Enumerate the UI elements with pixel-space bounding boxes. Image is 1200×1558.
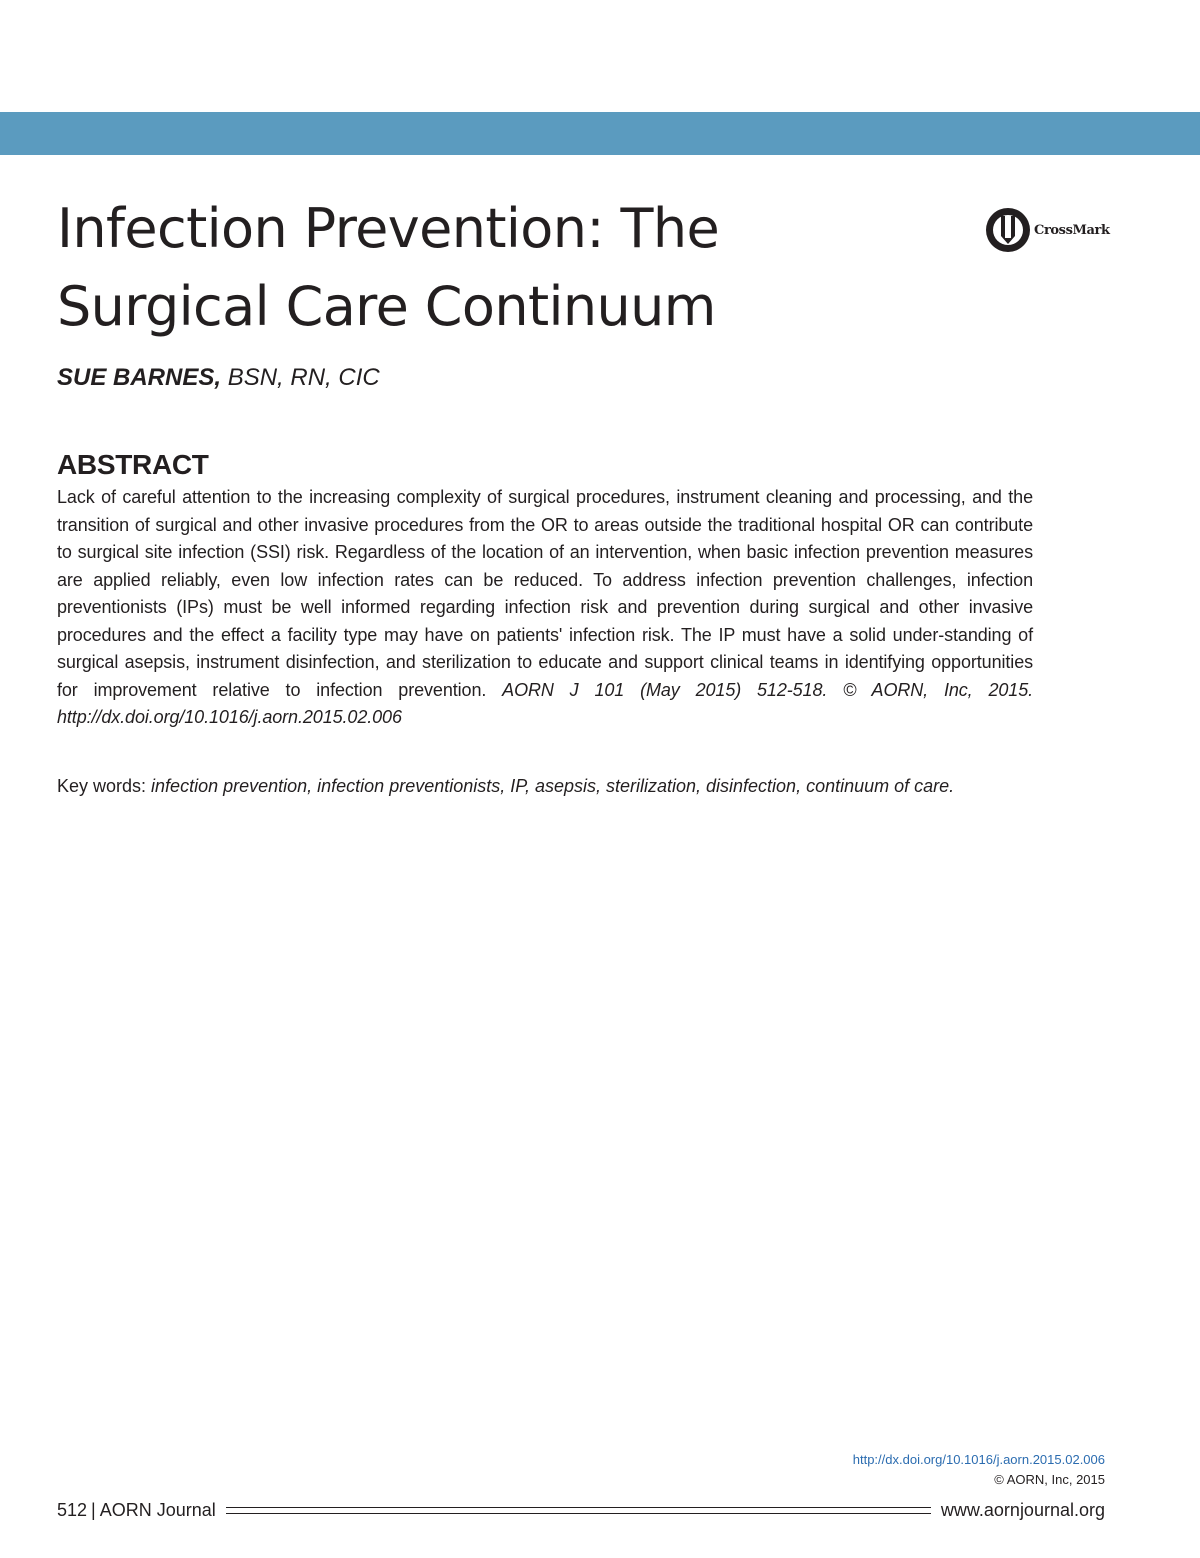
keywords-list: infection prevention, infection preventionists, IP, asepsis, sterilization, disinfection, continuum of care. [151,776,955,796]
journal-name: AORN Journal [99,1499,216,1520]
abstract-heading: ABSTRACT [57,449,209,480]
footer-page-info [57,1500,216,1521]
article-title-line-1: Infection Prevention: The [57,197,720,260]
footer-doi-link[interactable]: http://dx.doi.org/10.1016/j.aorn.2015.02.006 [852,1452,1105,1467]
abstract-text: Lack of careful attention to the increasing complexity of surgical procedures, instrument cleaning and processing, and the transition of surgical and other invasive procedures from the OR to areas outside the traditional hospital OR can contribute to surgical site infection (SSI) risk. Regardless of the location of an intervention, when basic infection prevention measures are applied reliably, even low infection rates can be reduced. To address infection prevention challenges, infection preventionists (IPs) must be well informed regarding infection risk and prevention during surgical and other invasive procedures and the effect a facility type may have on patients' infection risk. The IP must have a solid under-standing of surgical asepsis, instrument disinfection, and sterilization to educate and support clinical teams in identifying opportunities for improvement relative to infection prevention. [57,487,1033,700]
abstract-citation: AORN J 101 (May 2015) 512-518. © AORN, Inc, 2015. http://dx.doi.org/10.1016/j.aorn.2015.02.006 [57,679,1034,727]
author-line [57,362,380,394]
crossmark-icon [984,206,1032,254]
footer-separator: | [91,1499,96,1520]
page-number: 512 [57,1499,88,1520]
author-name: SUE BARNES, [57,364,222,391]
footer-copyright: © AORN, Inc, 2015 [994,1472,1105,1487]
header-color-band [0,112,1200,155]
article-title-line-2: Surgical Care Continuum [57,275,716,338]
crossmark-badge[interactable] [984,206,1110,254]
author-credentials: BSN, RN, CIC [221,364,380,391]
abstract-body [57,484,1033,732]
article-title [57,190,937,346]
crossmark-label: CrossMark [1034,222,1110,238]
keywords-label: Key words: [57,776,152,796]
footer-double-rule [226,1507,931,1514]
page-footer [57,1497,1105,1523]
keywords [57,773,1017,799]
journal-website[interactable]: www.aornjournal.org [940,1499,1105,1520]
